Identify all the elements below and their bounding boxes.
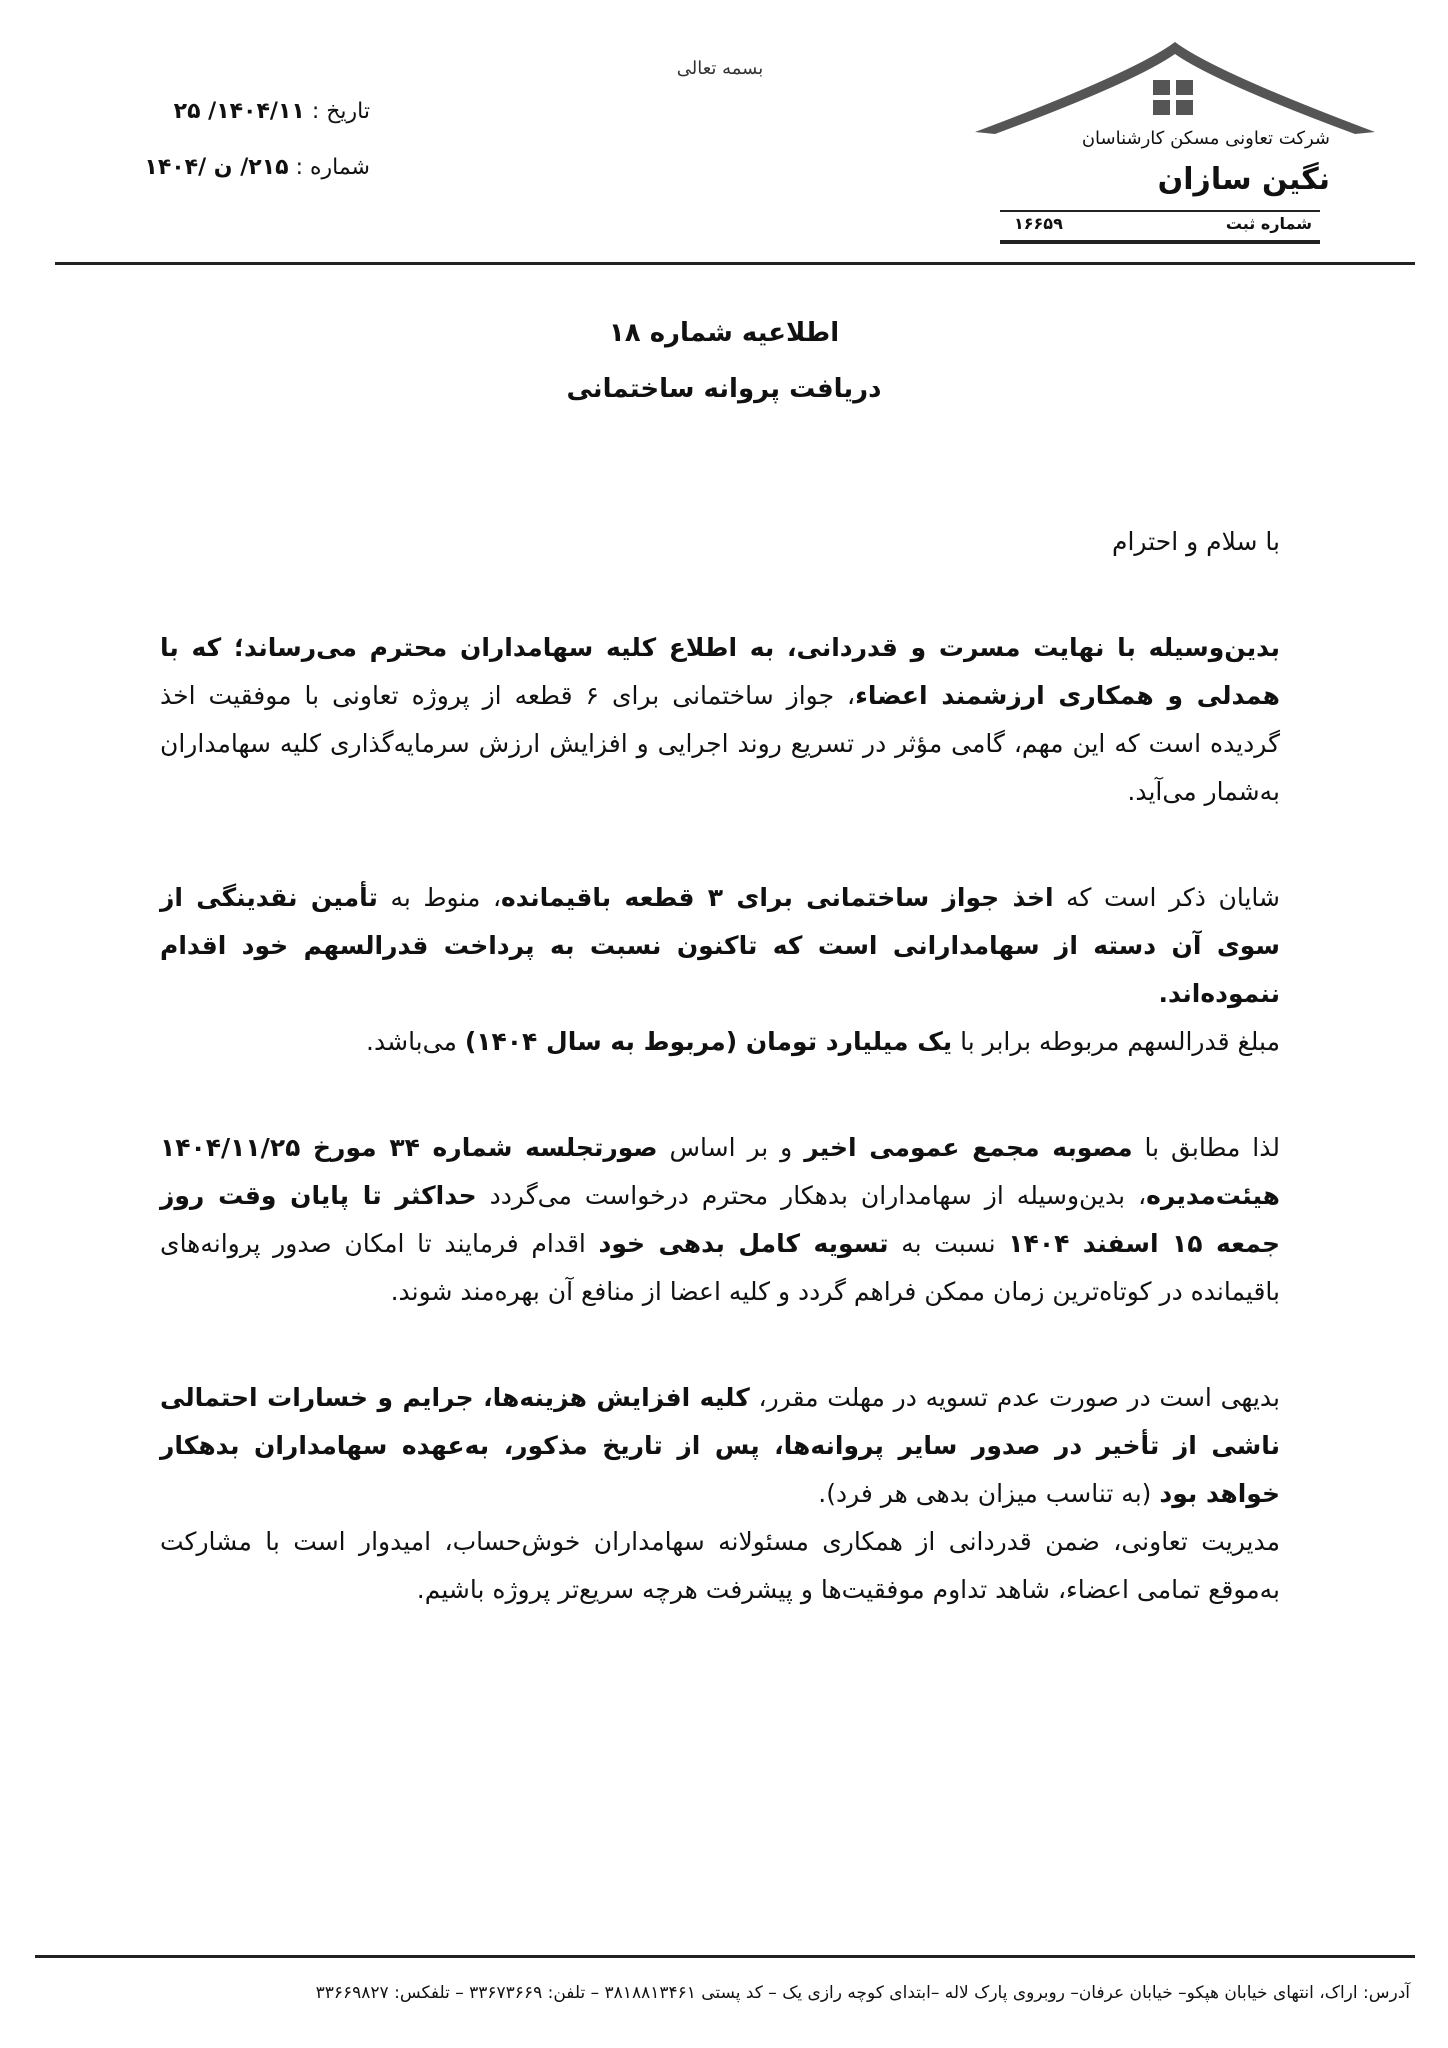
bold-span: کلیه افزایش هزینه‌ها، جرایم و خسارات احتمالی ناشی از تأخیر در صدور سایر پروانه‌ها، پس از تاریخ مذکور، به‌عهده سهامداران بدهکار خواهد بود xyxy=(160,1383,1280,1508)
footer-divider xyxy=(35,1955,1415,1958)
text-span: ، بدین‌وسیله از سهامداران بدهکار محترم درخواست می‌گردد xyxy=(476,1181,1147,1210)
date-label: تاریخ : xyxy=(311,99,370,124)
text-span: ، منوط به xyxy=(377,883,502,912)
paragraph-penalty xyxy=(160,1374,1280,1518)
paragraph-remaining-permits xyxy=(160,874,1280,1018)
paragraph-share-amount xyxy=(160,1018,1280,1066)
announcement-bold: بدین‌وسیله با نهایت مسرت و قدردانی، به اطلاع کلیه سهامداران محترم می‌رساند؛ که با همدلی و همکاری ارزشمند اعضاء xyxy=(160,633,1281,710)
number-value: ۲۱۵/ ن /۱۴۰۴ xyxy=(144,155,289,180)
paragraph-closing: مدیریت تعاونی، ضمن قدردانی از همکاری مسئولانه سهامداران خوش‌حساب، امیدوار است با مشارکت به‌موقع تمامی اعضاء، شاهد تداوم موفقیت‌ها و پیشرفت هرچه سریع‌تر پروژه باشیم. xyxy=(160,1527,1280,1604)
company-name: شرکت تعاونی مسکن کارشناسان xyxy=(1081,128,1330,149)
text-span: مبلغ قدرالسهم مربوطه برابر با xyxy=(952,1027,1280,1056)
company-brand: نگین سازان xyxy=(1157,162,1330,197)
paragraph-deadline xyxy=(160,1124,1280,1316)
text-span: لذا مطابق با xyxy=(1132,1133,1280,1162)
bold-span: مصوبه مجمع عمومی اخیر xyxy=(804,1133,1133,1162)
greeting: با سلام و احترام xyxy=(1112,527,1280,556)
letter-meta xyxy=(110,84,370,196)
letter-body xyxy=(160,518,1280,1614)
notice-subject: دریافت پروانه ساختمانی xyxy=(566,374,882,404)
bold-span: حداکثر تا پایان وقت روز جمعه ۱۵ اسفند ۱۴۰۴ xyxy=(160,1181,1281,1258)
text-span: بدیهی است در صورت عدم تسویه در مهلت مقرر، xyxy=(749,1383,1280,1412)
header-divider xyxy=(55,262,1415,265)
bold-span: صورتجلسه شماره ۳۴ مورخ ۱۴۰۴/۱۱/۲۵ هیئت‌مدیره xyxy=(160,1133,1280,1210)
date-line xyxy=(110,84,370,140)
registration-number: ۱۶۶۵۹ xyxy=(1014,214,1063,233)
registration-row xyxy=(1000,210,1320,244)
bold-span: یک میلیارد تومان (مربوط به سال ۱۴۰۴) xyxy=(464,1027,953,1056)
bold-span: تسویه کامل بدهی خود xyxy=(598,1229,889,1258)
number-label: شماره : xyxy=(295,155,370,180)
date-value: ۱۴۰۴/۱۱/ ۲۵ xyxy=(173,99,305,124)
number-line xyxy=(110,140,370,196)
footer-address: آدرس: اراک، انتهای خیابان هپکو– خیابان عرفان– روبروی پارک لاله –ابتدای کوچه رازی یک – کد پستی ۳۸۱۸۸۱۳۴۶۱ – تلفن: ۳۳۶۷۳۶۶۹ – تلفکس: ۳۳۶۶۹۸۲۷ xyxy=(315,1983,1410,2003)
text-span: می‌باشد. xyxy=(366,1027,465,1056)
text-span: شایان ذکر است که xyxy=(1053,883,1280,912)
notice-number: اطلاعیه شماره ۱۸ xyxy=(608,318,840,348)
bold-span: تأمین نقدینگی از سوی آن دسته از سهامدارانی است که تاکنون نسبت به پرداخت قدرالسهم خود اقدام ننموده‌اند. xyxy=(160,883,1280,1008)
bold-span: اخذ جواز ساختمانی برای ۳ قطعه باقیمانده xyxy=(501,883,1054,912)
text-span: و بر اساس xyxy=(657,1133,805,1162)
text-span: (به تناسب میزان بدهی هر فرد). xyxy=(818,1479,1160,1508)
text-span: نسبت به xyxy=(888,1229,1009,1258)
registration-label: شماره ثبت xyxy=(1225,214,1312,233)
text-span: اقدام فرمایند تا امکان صدور پروانه‌های باقیمانده در کوتاه‌ترین زمان ممکن فراهم گردد و کلیه اعضا از منافع آن بهره‌مند شوند. xyxy=(160,1229,1280,1306)
bismillah-heading: بسمه تعالی xyxy=(676,58,764,79)
announcement-text: ، جواز ساختمانی برای ۶ قطعه از پروژه تعاونی با موفقیت اخذ گردیده است که این مهم، گامی مؤثر در تسریع روند اجرایی و افزایش ارزش سرمایه‌گذاری کلیه سهامداران به‌شمار می‌آید. xyxy=(160,681,1280,806)
paragraph-announcement xyxy=(160,624,1280,816)
